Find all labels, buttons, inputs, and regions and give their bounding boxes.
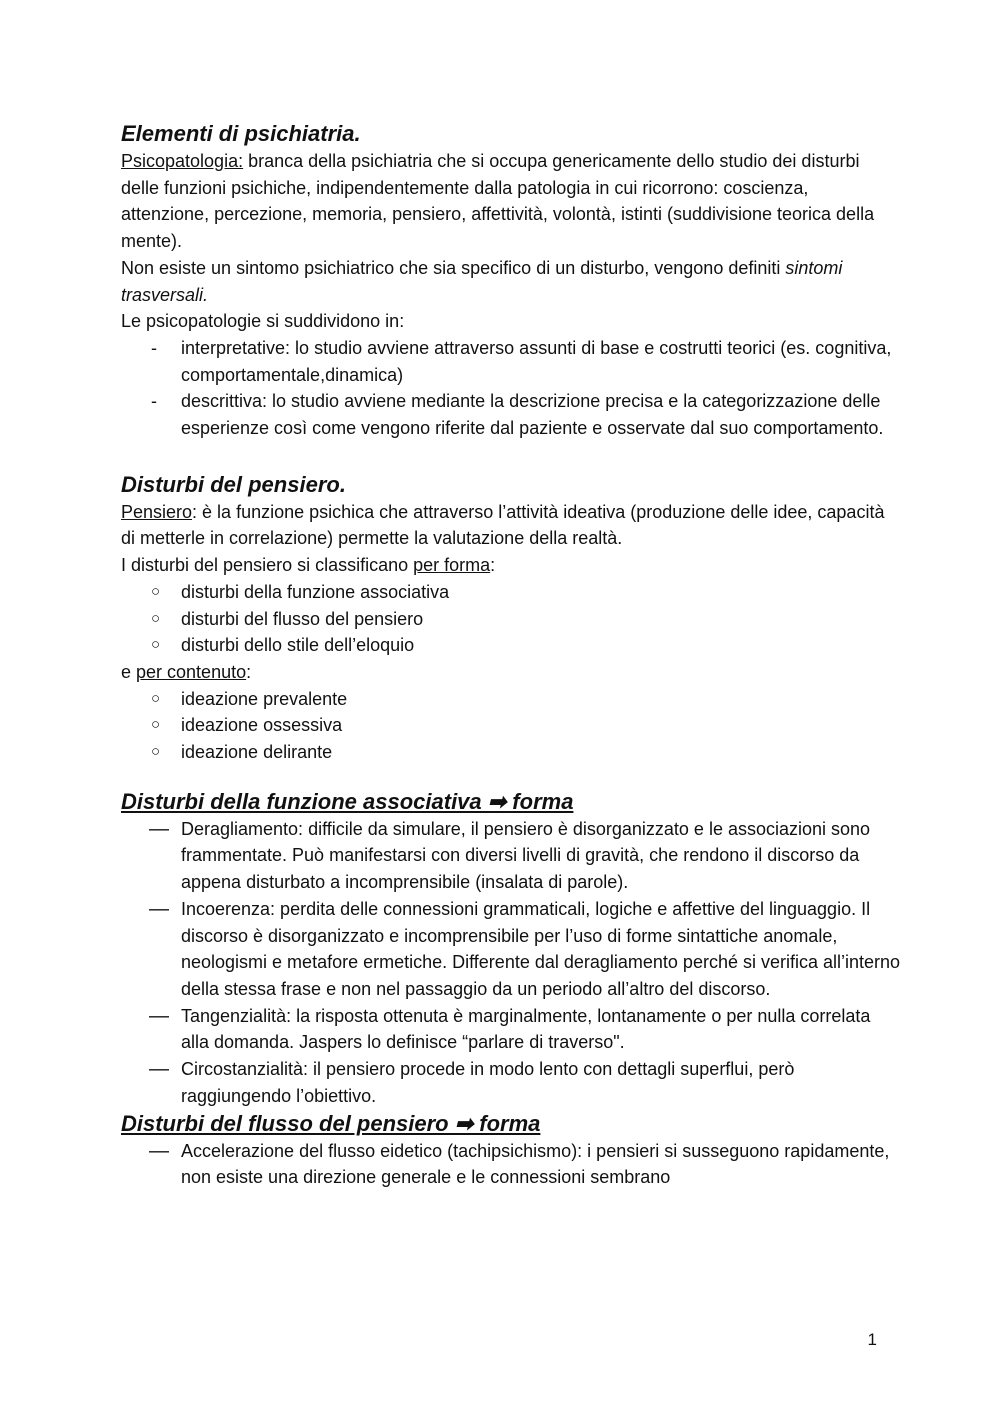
list-item: — Deragliamento: difficile da simulare, il pensiero è disorganizzato e le associazioni sono frammentate. Può manifestarsi con diversi livelli di gravità, che rendono il discorso da appena disturbato a incomprensibile (insalata di parole).: [149, 817, 871, 893]
psicopatologia-definition: [121, 148, 901, 255]
term-pensiero: Pensiero: [121, 501, 193, 522]
list-item: ○ disturbi dello stile dell’eloquio: [121, 632, 901, 659]
dash-bullet: -: [151, 391, 157, 412]
document-page: [121, 120, 901, 1191]
term-psicopatologia: Psicopatologia:: [121, 151, 244, 171]
list-item: — Accelerazione del flusso eidetico (tachipsichismo): i pensieri si susseguono rapidamente, non esiste una direzione generale e le connessioni sembrano: [149, 1139, 890, 1188]
emdash-bullet: —: [149, 1058, 169, 1081]
list-item: ○ disturbi della funzione associativa: [121, 579, 901, 606]
emdash-bullet: —: [149, 817, 169, 840]
circle-bullet: ○: [151, 716, 161, 734]
circle-bullet: ○: [151, 689, 161, 707]
circle-bullet: ○: [151, 582, 161, 600]
sintomi-paragraph: [121, 255, 901, 308]
funzione-associativa-list: [121, 816, 901, 1110]
term-per-contenuto: per contenuto: [136, 661, 247, 682]
sintomi-text: Non esiste un sintomo psichiatrico che sia specifico di un disturbo, vengono definiti: [121, 257, 786, 278]
list-item: ○ disturbi del flusso del pensiero: [121, 606, 901, 633]
list-item: ○ ideazione ossessiva: [121, 712, 901, 739]
classificazione-contenuto: e per contenuto:: [121, 661, 252, 682]
pensiero-definition: Pensiero: è la funzione psichica che attraverso l’attività ideativa (produzione delle idee, capacità di metterle in correlazione) permette la valutazione della realtà.: [121, 501, 885, 549]
psicopatologie-list: [121, 335, 901, 442]
list-item: — Circostanzialità: il pensiero procede in modo lento con dettagli superflui, però raggiungendo l’obiettivo.: [149, 1058, 795, 1106]
section-title-funzione-associativa: Disturbi della funzione associativa ➡ forma: [121, 788, 574, 814]
forma-list: [121, 579, 901, 659]
section-title-elementi: Elementi di psichiatria.: [121, 121, 361, 146]
emdash-bullet: —: [149, 1139, 169, 1162]
term-per-forma: per forma: [413, 555, 491, 576]
circle-bullet: ○: [151, 743, 161, 761]
list-item: — Tangenzialità: la risposta ottenuta è marginalmente, lontanamente o per nulla correlata alla domanda. Jaspers lo definisce “parlare di traverso".: [149, 1004, 871, 1053]
section-title-disturbi-pensiero: Disturbi del pensiero.: [121, 471, 346, 497]
circle-bullet: ○: [151, 609, 161, 627]
circle-bullet: ○: [151, 636, 161, 654]
emdash-bullet: —: [149, 897, 169, 920]
contenuto-list: [121, 686, 901, 766]
list-item: - descrittiva: lo studio avviene mediante la descrizione precisa e la categorizzazione delle esperienze così come vengono riferite dal paziente e osservate dal suo comportamento.: [121, 388, 901, 441]
suddivisione-paragraph: Le psicopatologie si suddividono in:: [121, 311, 405, 332]
classificazione-forma: I disturbi del pensiero si classificano per forma:: [121, 555, 496, 576]
psicopatologia-text: branca della psichiatria che si occupa genericamente dello studio dei disturbi delle funzioni psichiche, indipendentemente dalla patologia in cui ricorrono: coscienza, attenzione, percezione, memoria, pensiero, affettività, volontà, istinti (suddivisione teorica della mente).: [121, 151, 875, 252]
sintomi-italic: sintomi trasversali.: [121, 257, 843, 305]
section-title-flusso-pensiero: Disturbi del flusso del pensiero ➡ forma: [121, 1110, 541, 1136]
list-item: - interpretative: lo studio avviene attraverso assunti di base e costrutti teorici (es. cognitiva, comportamentale,dinamica): [121, 335, 901, 388]
list-item: ○ ideazione delirante: [121, 739, 901, 766]
list-item: ○ ideazione prevalente: [121, 686, 901, 713]
dash-bullet: -: [151, 337, 157, 358]
page-number: 1: [867, 1330, 877, 1349]
list-item: — Incoerenza: perdita delle connessioni grammaticali, logiche e affettive del linguaggio. Il discorso è disorganizzato e incomprensibile per l’uso di forme sintattiche anomale, neologismi e metafore ermetiche. Differente dal deragliamento perché si verifica all’interno della stessa frase e non nel passaggio da un periodo all’altro del discorso.: [149, 897, 901, 999]
emdash-bullet: —: [149, 1004, 169, 1027]
flusso-pensiero-list: [121, 1138, 901, 1191]
